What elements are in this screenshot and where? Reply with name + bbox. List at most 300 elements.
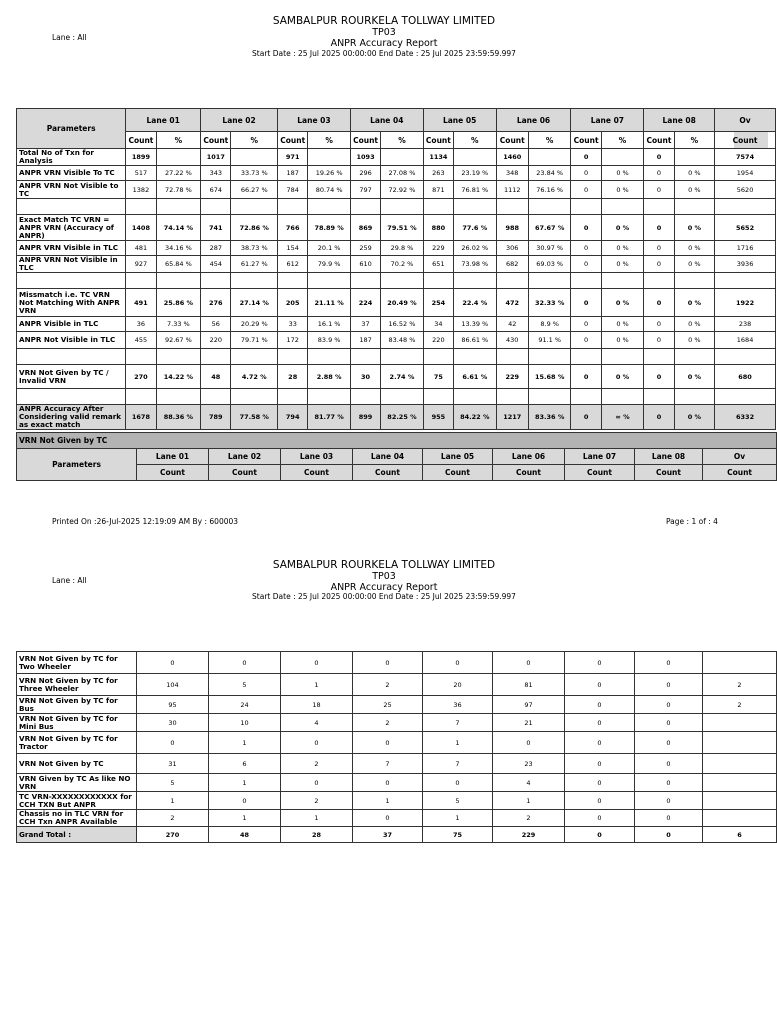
table-cell: 1 bbox=[209, 774, 281, 792]
table-cell: 38.73 % bbox=[231, 241, 278, 256]
lane-header: Lane 03 bbox=[278, 109, 351, 132]
row-label: Grand Total : bbox=[17, 827, 137, 843]
table-cell: 1 bbox=[423, 810, 493, 827]
table-cell: 0 bbox=[571, 166, 601, 181]
row-label bbox=[17, 273, 126, 289]
date-range: Start Date : 25 Jul 2025 00:00:00 End Date : 25 Jul 2025 23:59:59.997 bbox=[252, 49, 516, 58]
table-cell: 794 bbox=[278, 405, 308, 430]
table-cell: 154 bbox=[278, 241, 308, 256]
table-cell: 1899 bbox=[126, 149, 156, 166]
table-cell: 971 bbox=[278, 149, 308, 166]
table-cell: 48 bbox=[209, 827, 281, 843]
count-header: Count bbox=[565, 465, 635, 481]
lane-header: Lane 01 bbox=[137, 449, 209, 465]
table-cell: 0 % bbox=[674, 289, 714, 317]
table-cell bbox=[496, 199, 528, 215]
table-cell bbox=[231, 149, 278, 166]
row-label: Total No of Txn for Analysis bbox=[17, 149, 126, 166]
table-cell bbox=[308, 273, 351, 289]
table-cell: 0 bbox=[571, 289, 601, 317]
table-cell: 869 bbox=[350, 215, 380, 241]
table-cell: 0 bbox=[644, 365, 674, 389]
table-cell: ∞ % bbox=[601, 405, 644, 430]
count-header: Count bbox=[278, 132, 308, 149]
table-cell: 2 bbox=[137, 810, 209, 827]
table-cell: 1 bbox=[209, 810, 281, 827]
table-cell: 0 % bbox=[601, 241, 644, 256]
table-cell: 33 bbox=[278, 317, 308, 332]
table-cell: 955 bbox=[423, 405, 453, 430]
table-cell bbox=[601, 349, 644, 365]
table-cell bbox=[201, 273, 231, 289]
table-cell: 0 bbox=[423, 774, 493, 792]
table-cell: 0 bbox=[565, 674, 635, 696]
table-cell: 37 bbox=[350, 317, 380, 332]
table-cell bbox=[454, 273, 497, 289]
table-cell: 69.03 % bbox=[528, 256, 571, 273]
table-cell: 28 bbox=[278, 365, 308, 389]
plaza-code: TP03 bbox=[372, 27, 396, 38]
table-cell: 0 bbox=[635, 674, 703, 696]
row-label bbox=[17, 199, 126, 215]
table-cell: 0 bbox=[565, 827, 635, 843]
table-cell: 0 bbox=[281, 774, 353, 792]
count-header: Count bbox=[201, 132, 231, 149]
table-cell: 348 bbox=[496, 166, 528, 181]
table-cell: 4 bbox=[493, 774, 565, 792]
table-cell: 23 bbox=[493, 754, 565, 774]
vrn-table-clip bbox=[16, 651, 742, 841]
table-cell: 0 bbox=[635, 652, 703, 674]
table-cell: 1954 bbox=[715, 166, 776, 181]
table-cell: 0 bbox=[281, 732, 353, 754]
table-row bbox=[17, 181, 776, 199]
table-cell: 784 bbox=[278, 181, 308, 199]
table-cell: 766 bbox=[278, 215, 308, 241]
row-label: Missmatch i.e. TC VRN Not Matching With ANPR VRN bbox=[17, 289, 126, 317]
table-cell: 8.9 % bbox=[528, 317, 571, 332]
percent-header: % bbox=[156, 132, 201, 149]
table-cell: 0 % bbox=[674, 405, 714, 430]
table-cell: 0 % bbox=[674, 332, 714, 349]
count-header: Count bbox=[423, 132, 453, 149]
printed-on: Printed On :26-Jul-2025 12:19:09 AM By : 600003 bbox=[52, 517, 239, 526]
count-header: Count bbox=[353, 465, 423, 481]
table-cell bbox=[674, 199, 714, 215]
table-row bbox=[17, 215, 776, 241]
table-cell: 78.89 % bbox=[308, 215, 351, 241]
table-cell: 86.61 % bbox=[454, 332, 497, 349]
table-cell bbox=[350, 199, 380, 215]
table-cell: 36 bbox=[126, 317, 156, 332]
table-cell bbox=[528, 149, 571, 166]
spacer-row bbox=[17, 349, 776, 365]
row-label: VRN Not Given by TC for Two Wheeler bbox=[17, 652, 137, 674]
count-header: Count bbox=[644, 132, 674, 149]
table-cell: 72.86 % bbox=[231, 215, 278, 241]
plaza-code: TP03 bbox=[372, 571, 396, 582]
table-cell: 77.6 % bbox=[454, 215, 497, 241]
lane-header: Lane 06 bbox=[496, 109, 571, 132]
percent-header: % bbox=[381, 132, 424, 149]
table-cell: 0 bbox=[565, 792, 635, 810]
table-cell: 37 bbox=[353, 827, 423, 843]
table-cell: 224 bbox=[350, 289, 380, 317]
table-cell: 33.73 % bbox=[231, 166, 278, 181]
table-cell: 0 % bbox=[601, 365, 644, 389]
table-cell bbox=[715, 273, 776, 289]
table-row bbox=[17, 792, 777, 810]
table-cell: 31 bbox=[137, 754, 209, 774]
table-cell bbox=[308, 149, 351, 166]
table-cell bbox=[571, 199, 601, 215]
table-cell bbox=[381, 273, 424, 289]
table-cell: 32.33 % bbox=[528, 289, 571, 317]
row-label: VRN Not Given by TC for Mini Bus bbox=[17, 714, 137, 732]
table-cell: 472 bbox=[496, 289, 528, 317]
table-row bbox=[17, 365, 776, 389]
table-cell: 1678 bbox=[126, 405, 156, 430]
table-cell: 287 bbox=[201, 241, 231, 256]
table-cell: 0 bbox=[571, 405, 601, 430]
table-cell: 0 bbox=[644, 215, 674, 241]
table-cell: 65.84 % bbox=[156, 256, 201, 273]
table-cell: 0 % bbox=[601, 215, 644, 241]
table-cell bbox=[644, 273, 674, 289]
table-row bbox=[17, 405, 776, 430]
count-header: Count bbox=[209, 465, 281, 481]
table-cell bbox=[156, 349, 201, 365]
row-label: VRN Not Given by TC / Invalid VRN bbox=[17, 365, 126, 389]
table-cell: 680 bbox=[715, 365, 776, 389]
table-cell: 7 bbox=[423, 714, 493, 732]
table-cell: 1 bbox=[209, 732, 281, 754]
table-cell: 76.16 % bbox=[528, 181, 571, 199]
table-cell bbox=[644, 389, 674, 405]
lane-header: Ov bbox=[703, 449, 777, 465]
table-cell: 27.14 % bbox=[231, 289, 278, 317]
table-cell: 13.39 % bbox=[454, 317, 497, 332]
table-cell: 7.33 % bbox=[156, 317, 201, 332]
table-row bbox=[17, 714, 777, 732]
table-cell: 7574 bbox=[715, 149, 776, 166]
table-cell bbox=[644, 349, 674, 365]
table-cell: 0 bbox=[353, 774, 423, 792]
table-cell: 1 bbox=[137, 792, 209, 810]
table-cell: 4 bbox=[281, 714, 353, 732]
row-label: TC VRN-XXXXXXXXXXXX for CCH TXN But ANPR bbox=[17, 792, 137, 810]
row-label: Exact Match TC VRN = ANPR VRN (Accuracy of ANPR) bbox=[17, 215, 126, 241]
table-cell: 5652 bbox=[715, 215, 776, 241]
table-cell bbox=[454, 199, 497, 215]
table-cell: 0 bbox=[571, 256, 601, 273]
table-cell: 0 bbox=[209, 652, 281, 674]
table-cell: 0 bbox=[644, 289, 674, 317]
table-cell bbox=[528, 199, 571, 215]
table-cell bbox=[496, 273, 528, 289]
table-cell: 75 bbox=[423, 365, 453, 389]
spacer-row bbox=[17, 273, 776, 289]
table-cell: 6 bbox=[209, 754, 281, 774]
table-cell: 15.68 % bbox=[528, 365, 571, 389]
table-cell: 455 bbox=[126, 332, 156, 349]
company-name: SAMBALPUR ROURKELA TOLLWAY LIMITED bbox=[272, 15, 496, 27]
table-cell: 20.49 % bbox=[381, 289, 424, 317]
lane-header: Ov bbox=[715, 109, 776, 132]
vrn-not-given-table bbox=[16, 651, 777, 843]
table-cell: 30.97 % bbox=[528, 241, 571, 256]
table-cell: 205 bbox=[278, 289, 308, 317]
table-cell: 20.1 % bbox=[308, 241, 351, 256]
table-cell: 0 bbox=[353, 652, 423, 674]
table-cell bbox=[278, 199, 308, 215]
table-cell: 674 bbox=[201, 181, 231, 199]
percent-header: % bbox=[674, 132, 714, 149]
table-cell bbox=[423, 389, 453, 405]
table-cell: 0 % bbox=[601, 166, 644, 181]
table-cell: 172 bbox=[278, 332, 308, 349]
table-cell: 80.74 % bbox=[308, 181, 351, 199]
table-cell bbox=[156, 199, 201, 215]
table-cell: 270 bbox=[126, 365, 156, 389]
table-cell: 14.22 % bbox=[156, 365, 201, 389]
row-label bbox=[17, 389, 126, 405]
table-cell: 0 bbox=[571, 149, 601, 166]
table-cell bbox=[278, 389, 308, 405]
table-cell: 2 bbox=[703, 696, 777, 714]
lane-header: Lane 07 bbox=[565, 449, 635, 465]
table-cell bbox=[201, 199, 231, 215]
table-cell: 612 bbox=[278, 256, 308, 273]
table-cell: 0 bbox=[565, 696, 635, 714]
table-cell: 2.74 % bbox=[381, 365, 424, 389]
count-header: Count bbox=[137, 465, 209, 481]
table-cell: 0 bbox=[644, 317, 674, 332]
table-cell: 97 bbox=[493, 696, 565, 714]
table-cell: 0 bbox=[635, 732, 703, 754]
table-row bbox=[17, 810, 777, 827]
table-cell bbox=[454, 349, 497, 365]
table-cell bbox=[644, 199, 674, 215]
table-cell: 88.36 % bbox=[156, 405, 201, 430]
table-cell: 23.84 % bbox=[528, 166, 571, 181]
table-cell: 4.72 % bbox=[231, 365, 278, 389]
percent-header: % bbox=[528, 132, 571, 149]
table-cell: 56 bbox=[201, 317, 231, 332]
row-label: VRN Given by TC As like NO VRN bbox=[17, 774, 137, 792]
table-cell: 187 bbox=[350, 332, 380, 349]
table-cell: 5 bbox=[137, 774, 209, 792]
table-cell: 1 bbox=[493, 792, 565, 810]
table-cell: 21 bbox=[493, 714, 565, 732]
table-row bbox=[17, 774, 777, 792]
table-cell: 2 bbox=[281, 754, 353, 774]
row-label bbox=[17, 349, 126, 365]
table-cell: 0 % bbox=[674, 181, 714, 199]
table-cell: 0 % bbox=[601, 332, 644, 349]
table-cell: 48 bbox=[201, 365, 231, 389]
table-cell: 0 bbox=[644, 181, 674, 199]
percent-header: % bbox=[601, 132, 644, 149]
table-cell: 454 bbox=[201, 256, 231, 273]
table-cell: 27.08 % bbox=[381, 166, 424, 181]
table-cell bbox=[601, 389, 644, 405]
count-header: Count bbox=[423, 465, 493, 481]
table-cell bbox=[350, 273, 380, 289]
table-cell: 79.71 % bbox=[231, 332, 278, 349]
percent-header: % bbox=[308, 132, 351, 149]
table-cell: 25 bbox=[353, 696, 423, 714]
table-cell: 0 % bbox=[674, 166, 714, 181]
table-cell: 22.4 % bbox=[454, 289, 497, 317]
table-cell: 0 bbox=[571, 317, 601, 332]
table-cell: 0 bbox=[565, 732, 635, 754]
table-cell: 229 bbox=[423, 241, 453, 256]
vrn-section-title: VRN Not Given by TC bbox=[17, 433, 777, 449]
table-cell: 77.58 % bbox=[231, 405, 278, 430]
count-header: Count bbox=[496, 132, 528, 149]
table-row bbox=[17, 166, 776, 181]
table-cell: 0 % bbox=[601, 317, 644, 332]
percent-header: % bbox=[231, 132, 278, 149]
table-cell: 220 bbox=[423, 332, 453, 349]
table-cell: 24 bbox=[209, 696, 281, 714]
table-cell: 0 bbox=[644, 166, 674, 181]
table-cell: 0 bbox=[635, 792, 703, 810]
table-cell: 0 bbox=[635, 714, 703, 732]
lane-header: Lane 06 bbox=[493, 449, 565, 465]
table-cell: 1408 bbox=[126, 215, 156, 241]
table-cell: 0 bbox=[137, 732, 209, 754]
table-cell bbox=[715, 349, 776, 365]
table-cell bbox=[703, 754, 777, 774]
table-cell bbox=[601, 149, 644, 166]
table-cell: 0 bbox=[635, 827, 703, 843]
row-label: ANPR Accuracy After Considering valid remark as exact match bbox=[17, 405, 126, 430]
table-cell: 30 bbox=[137, 714, 209, 732]
table-cell: 30 bbox=[350, 365, 380, 389]
table-cell bbox=[601, 273, 644, 289]
lane-header: Lane 07 bbox=[571, 109, 644, 132]
row-label: ANPR VRN Visible in TLC bbox=[17, 241, 126, 256]
table-row bbox=[17, 652, 777, 674]
table-cell: 1093 bbox=[350, 149, 380, 166]
table-cell: 270 bbox=[137, 827, 209, 843]
table-cell: 1134 bbox=[423, 149, 453, 166]
table-cell: 5 bbox=[423, 792, 493, 810]
table-cell: 1017 bbox=[201, 149, 231, 166]
table-cell: 2 bbox=[353, 674, 423, 696]
table-cell: 83.9 % bbox=[308, 332, 351, 349]
table-cell: 19.26 % bbox=[308, 166, 351, 181]
table-cell: 1460 bbox=[496, 149, 528, 166]
table-cell bbox=[423, 349, 453, 365]
table-cell: 254 bbox=[423, 289, 453, 317]
table-cell: 0 bbox=[635, 754, 703, 774]
lane-header: Lane 08 bbox=[635, 449, 703, 465]
table-cell: 0 % bbox=[601, 256, 644, 273]
lane-filter: Lane : All bbox=[52, 576, 87, 585]
table-cell bbox=[601, 199, 644, 215]
lane-header: Lane 08 bbox=[644, 109, 715, 132]
table-cell bbox=[703, 774, 777, 792]
table-cell bbox=[571, 273, 601, 289]
table-row bbox=[17, 241, 776, 256]
table-cell: 28 bbox=[281, 827, 353, 843]
table-cell bbox=[674, 273, 714, 289]
table-cell bbox=[381, 389, 424, 405]
table-cell bbox=[278, 349, 308, 365]
table-cell bbox=[126, 349, 156, 365]
table-cell bbox=[674, 149, 714, 166]
table-cell bbox=[423, 199, 453, 215]
table-cell: 0 % bbox=[674, 365, 714, 389]
table-cell bbox=[156, 273, 201, 289]
table-cell: 880 bbox=[423, 215, 453, 241]
table-cell: 1922 bbox=[715, 289, 776, 317]
table-cell: 5620 bbox=[715, 181, 776, 199]
row-label: VRN Not Given by TC for Bus bbox=[17, 696, 137, 714]
table-cell: 0 bbox=[644, 149, 674, 166]
row-label: ANPR VRN Not Visible to TC bbox=[17, 181, 126, 199]
table-cell: 1382 bbox=[126, 181, 156, 199]
count-header: Count bbox=[493, 465, 565, 481]
table-row bbox=[17, 317, 776, 332]
table-cell: 10 bbox=[209, 714, 281, 732]
anpr-accuracy-table bbox=[16, 108, 776, 430]
table-cell bbox=[571, 349, 601, 365]
table-cell: 610 bbox=[350, 256, 380, 273]
row-label: ANPR VRN Visible To TC bbox=[17, 166, 126, 181]
table-cell: 1112 bbox=[496, 181, 528, 199]
page-number: Page : 1 of : 4 bbox=[666, 517, 718, 526]
table-cell bbox=[703, 652, 777, 674]
table-cell: 6332 bbox=[715, 405, 776, 430]
count-header: Count bbox=[635, 465, 703, 481]
table-cell: 306 bbox=[496, 241, 528, 256]
table-cell bbox=[496, 349, 528, 365]
lane-header: Lane 05 bbox=[423, 449, 493, 465]
table-cell bbox=[308, 199, 351, 215]
table-cell: 23.19 % bbox=[454, 166, 497, 181]
table-cell: 2 bbox=[703, 674, 777, 696]
count-header: Count bbox=[126, 132, 156, 149]
table-cell: 3936 bbox=[715, 256, 776, 273]
vrn-section-clip bbox=[16, 432, 753, 482]
table-cell: 7 bbox=[423, 754, 493, 774]
table-cell: 0 bbox=[353, 810, 423, 827]
table-cell bbox=[126, 389, 156, 405]
parameters-header: Parameters bbox=[17, 449, 137, 481]
lane-header: Lane 02 bbox=[209, 449, 281, 465]
table-cell: 229 bbox=[496, 365, 528, 389]
table-cell: 2 bbox=[281, 792, 353, 810]
table-cell: 276 bbox=[201, 289, 231, 317]
lane-filter: Lane : All bbox=[52, 33, 87, 42]
table-cell: 0 % bbox=[674, 317, 714, 332]
company-name: SAMBALPUR ROURKELA TOLLWAY LIMITED bbox=[272, 559, 496, 571]
table-cell bbox=[126, 199, 156, 215]
table-cell: 79.9 % bbox=[308, 256, 351, 273]
table-cell: 0 bbox=[571, 215, 601, 241]
table-cell: 0 bbox=[565, 754, 635, 774]
table-cell: 0 % bbox=[674, 241, 714, 256]
table-cell: 0 bbox=[571, 181, 601, 199]
table-cell bbox=[308, 349, 351, 365]
table-cell: 81.77 % bbox=[308, 405, 351, 430]
table-cell: 21.11 % bbox=[308, 289, 351, 317]
table-cell bbox=[201, 349, 231, 365]
